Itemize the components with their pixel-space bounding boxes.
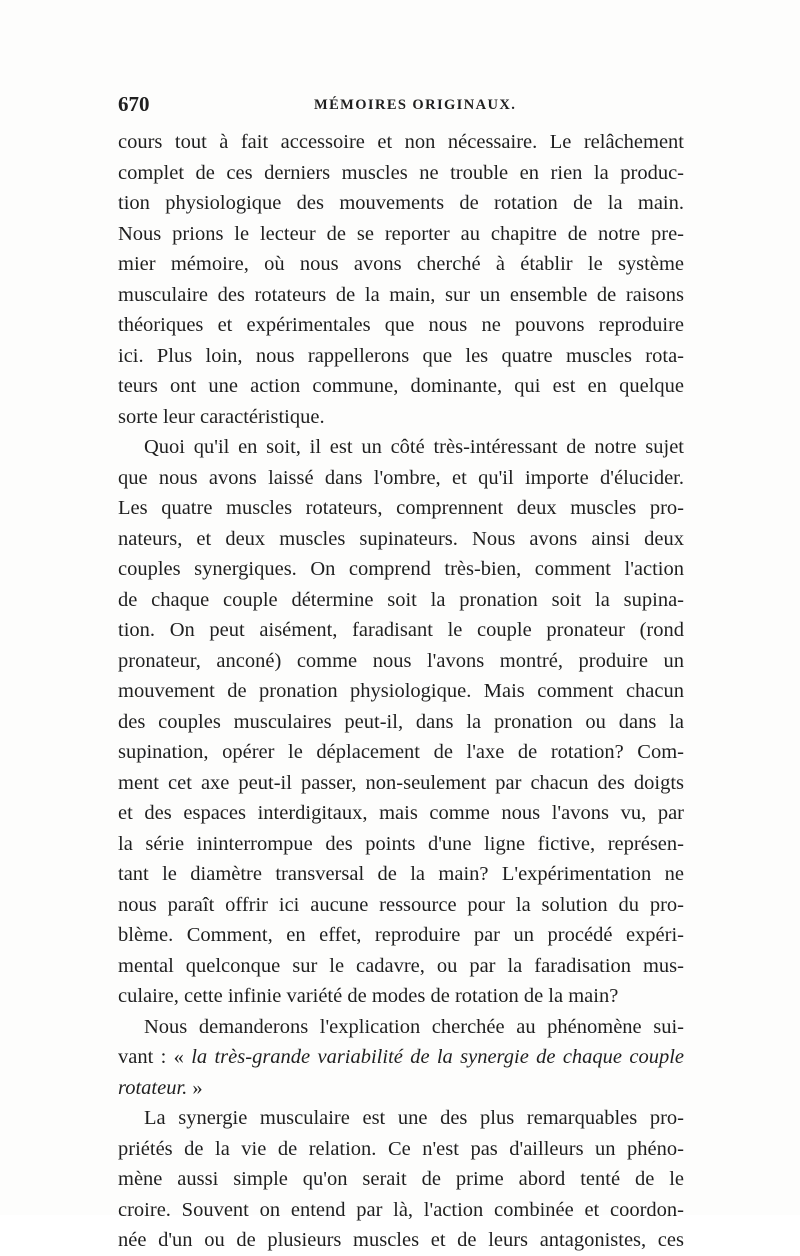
- quote-italic-text: la très-grande variabilité de la synergie de chaque couple: [191, 1046, 684, 1068]
- text-line: croire. Souvent on entend par là, l'action combinée et coordon-: [118, 1198, 684, 1221]
- paragraph-start-line: La synergie musculaire est une des plus remarquables pro-: [144, 1107, 684, 1129]
- text-line: tion physiologique des mouvements de rotation de la main.: [118, 192, 684, 214]
- running-head: [118, 92, 688, 122]
- page-number: 670: [118, 92, 150, 116]
- text-line: culaire, cette infinie variété de modes de rotation de la main?: [118, 985, 619, 1007]
- text-line: nateurs, et deux muscles supinateurs. Nous avons ainsi deux: [118, 527, 684, 550]
- text-line: mier mémoire, où nous avons cherché à établir le système: [118, 253, 684, 275]
- text-line: de chaque couple détermine soit la pronation soit la supina-: [118, 588, 684, 611]
- text-line: tant le diamètre transversal de la main? L'expérimentation ne: [118, 863, 684, 885]
- quote-line: [118, 1042, 684, 1073]
- text-line: blème. Comment, en effet, reproduire par un procédé expéri-: [118, 924, 684, 946]
- text-line: des couples musculaires peut-il, dans la pronation ou dans la: [118, 710, 684, 733]
- text-line: Les quatre muscles rotateurs, comprennent deux muscles pro-: [118, 497, 684, 519]
- text-line: complet de ces derniers muscles ne trouble en rien la produc-: [118, 161, 684, 184]
- text-line: que nous avons laissé dans l'ombre, et qu'il importe d'élucider.: [118, 466, 684, 489]
- text-line: teurs ont une action commune, dominante, qui est en quelque: [118, 375, 684, 397]
- text-line: pronateur, anconé) comme nous l'avons montré, produire un: [118, 649, 684, 672]
- text-line: sorte leur caractéristique.: [118, 405, 325, 428]
- body-text: [118, 127, 684, 1256]
- text-line: nous paraît offrir ici aucune ressource pour la solution du pro-: [118, 893, 684, 916]
- quote-end-italic: rotateur.: [118, 1076, 188, 1099]
- paragraph-start-line: Quoi qu'il en soit, il est un côté très-intéressant de notre sujet: [144, 436, 684, 458]
- text-line: ici. Plus loin, nous rappellerons que les quatre muscles rota-: [118, 344, 684, 367]
- text-line: la série ininterrompue des points d'une ligne fictive, représen-: [118, 832, 684, 855]
- text-line: cours tout à fait accessoire et non nécessaire. Le relâchement: [118, 131, 684, 153]
- text-line: ment cet axe peut-il passer, non-seulement par chacun des doigts: [118, 771, 684, 794]
- quote-end-mark: »: [192, 1076, 203, 1099]
- header-title: MÉMOIRES ORIGINAUX.: [314, 97, 517, 113]
- text-line: tion. On peut aisément, faradisant le couple pronateur (rond: [118, 619, 684, 641]
- text-line: mental quelconque sur le cadavre, ou par la faradisation mus-: [118, 954, 684, 977]
- text-line: priétés de la vie de relation. Ce n'est pas d'ailleurs un phéno-: [118, 1137, 684, 1160]
- paragraph-start-line: Nous demanderons l'explication cherchée au phénomène sui-: [144, 1015, 684, 1038]
- text-line: et des espaces interdigitaux, mais comme nous l'avons vu, par: [118, 802, 684, 824]
- quote-prefix: vant : «: [118, 1046, 184, 1068]
- text-line: mène aussi simple qu'on serait de prime abord tenté de le: [118, 1168, 684, 1190]
- text-line: couples synergiques. On comprend très-bien, comment l'action: [118, 558, 684, 580]
- text-line: théoriques et expérimentales que nous ne pouvons reproduire: [118, 314, 684, 336]
- text-line: Nous prions le lecteur de se reporter au chapitre de notre pre-: [118, 222, 684, 245]
- text-line: née d'un ou de plusieurs muscles et de leurs antagonistes, ces: [118, 1229, 684, 1251]
- text-line: supination, opérer le déplacement de l'axe de rotation? Com-: [118, 741, 684, 763]
- quote-end-line: [118, 1073, 684, 1104]
- text-line: mouvement de pronation physiologique. Mais comment chacun: [118, 680, 684, 702]
- text-line: musculaire des rotateurs de la main, sur un ensemble de raisons: [118, 283, 684, 306]
